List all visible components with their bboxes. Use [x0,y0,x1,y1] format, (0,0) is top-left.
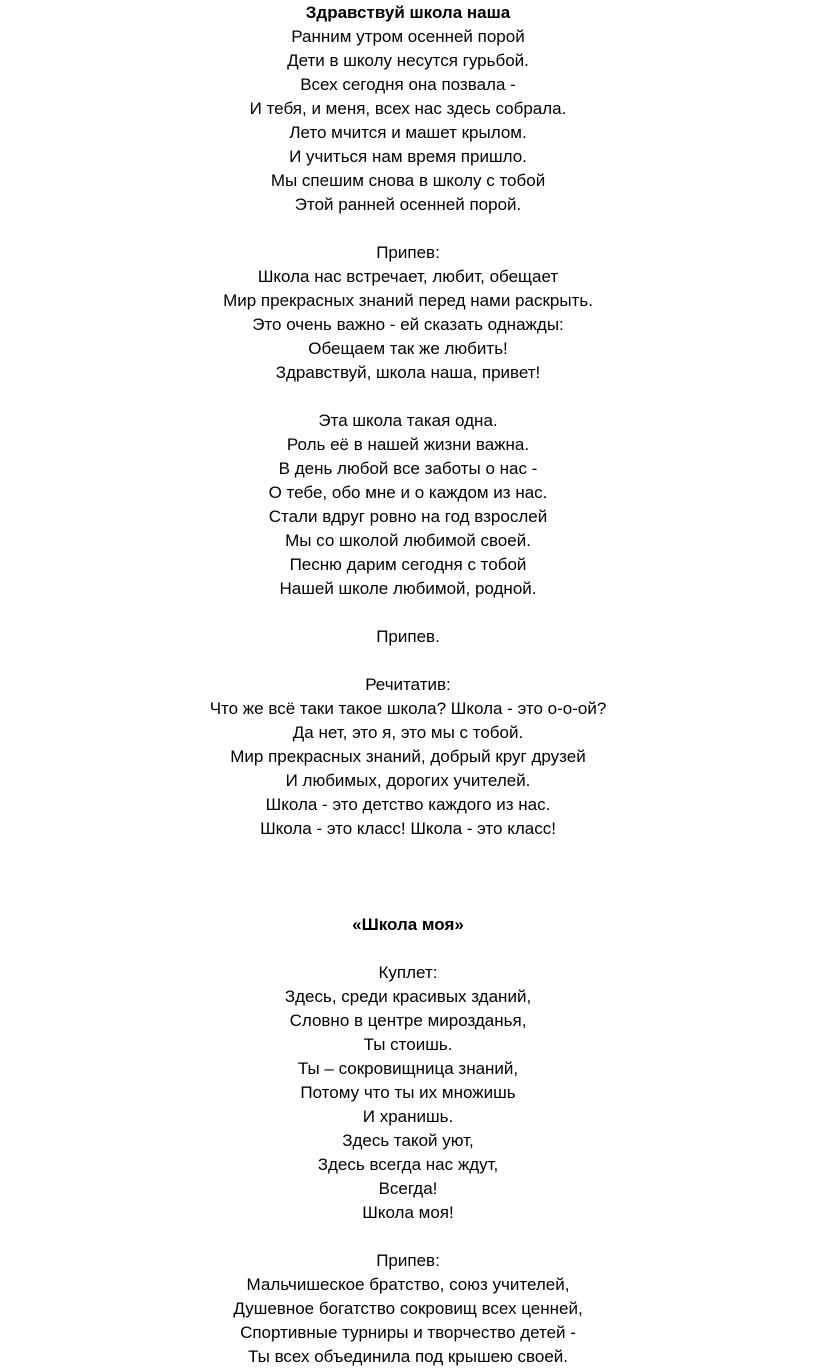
song1-chorus-line: Мир прекрасных знаний перед нами раскрыть. [223,291,593,310]
song1-verse1-line: И учиться нам время пришло. [289,147,527,166]
song1-verse1-line: Мы спешим снова в школу с тобой [270,171,546,190]
song1-verse2-line: Песню дарим сегодня с тобой [289,555,527,574]
song1-verse1-line: Этой ранней осенней порой. [294,195,522,214]
song2-chorus-line: Ты всех объединила под крышею своей. [247,1347,569,1366]
song2-verse-line: Словно в центре мирозданья, [289,1011,527,1030]
song2-chorus-label: Припев: [376,1251,440,1270]
song2-verse-line: Здесь, среди красивых зданий, [284,987,532,1006]
song2-verse-line: Всегда! [378,1179,438,1198]
song1-verse1-line: Всех сегодня она позвала - [300,75,516,94]
song1-verse2-line: В день любой все заботы о нас - [278,459,538,478]
song1-verse1-line: Ранним утром осенней порой [291,27,525,46]
song1-title: Здравствуй школа наша [305,3,511,22]
song1-verse2-line: Эта школа такая одна. [318,411,498,430]
song2-title: «Школа моя» [352,915,464,934]
song1-recitative-label: Речитатив: [365,675,451,694]
song2-chorus-line: Мальчишеское братство, союз учителей, [246,1275,570,1294]
song1-recitative-line: Школа - это детство каждого из нас. [265,795,551,814]
song2-verse-line: Школа моя! [362,1203,454,1222]
song1-verse2-line: Нашей школе любимой, родной. [279,579,537,598]
song1-chorus-repeat: Припев. [376,627,440,646]
song1-recitative-line: Что же всё таки такое школа? Школа - это о-о-ой? [209,699,607,718]
song1-recitative-line: И любимых, дорогих учителей. [285,771,531,790]
song1-chorus-line: Здравствуй, школа наша, привет! [275,363,541,382]
song1-verse2-line: О тебе, обо мне и о каждом из нас. [268,483,548,502]
song1-verse2-line: Роль её в нашей жизни важна. [286,435,530,454]
song1-chorus-line: Обещаем так же любить! [308,339,508,358]
song1-verse1-line: И тебя, и меня, всех нас здесь собрала. [249,99,567,118]
song2-verse-line: Потому что ты их множишь [300,1083,516,1102]
song2-verse-line: И хранишь. [362,1107,454,1126]
song2-verse-line: Ты – сокровищница знаний, [297,1059,519,1078]
song1-recitative-line: Школа - это класс! Школа - это класс! [260,819,556,838]
song2-chorus-line: Душевное богатство сокровищ всех ценней, [233,1299,583,1318]
song1-recitative-line: Мир прекрасных знаний, добрый круг друзей [230,747,586,766]
song1-recitative-line: Да нет, это я, это мы с тобой. [292,723,524,742]
song2-verse-line: Здесь такой уют, [342,1131,474,1150]
song1-verse2-line: Мы со школой любимой своей. [285,531,531,550]
song2-chorus-line: Спортивные турниры и творчество детей - [240,1323,576,1342]
song2-verse-label: Куплет: [378,963,438,982]
song1-verse2-line: Стали вдруг ровно на год взрослей [268,507,548,526]
song1-chorus-label: Припев: [376,243,440,262]
song1-chorus-line: Школа нас встречает, любит, обещает [257,267,559,286]
song2-verse-line: Здесь всегда нас ждут, [317,1155,499,1174]
song2-verse-line: Ты стоишь. [363,1035,453,1054]
song1-chorus-line: Это очень важно - ей сказать однажды: [252,315,564,334]
song1-verse1-line: Дети в школу несутся гурьбой. [287,51,529,70]
song1-verse1-line: Лето мчится и машет крылом. [289,123,527,142]
